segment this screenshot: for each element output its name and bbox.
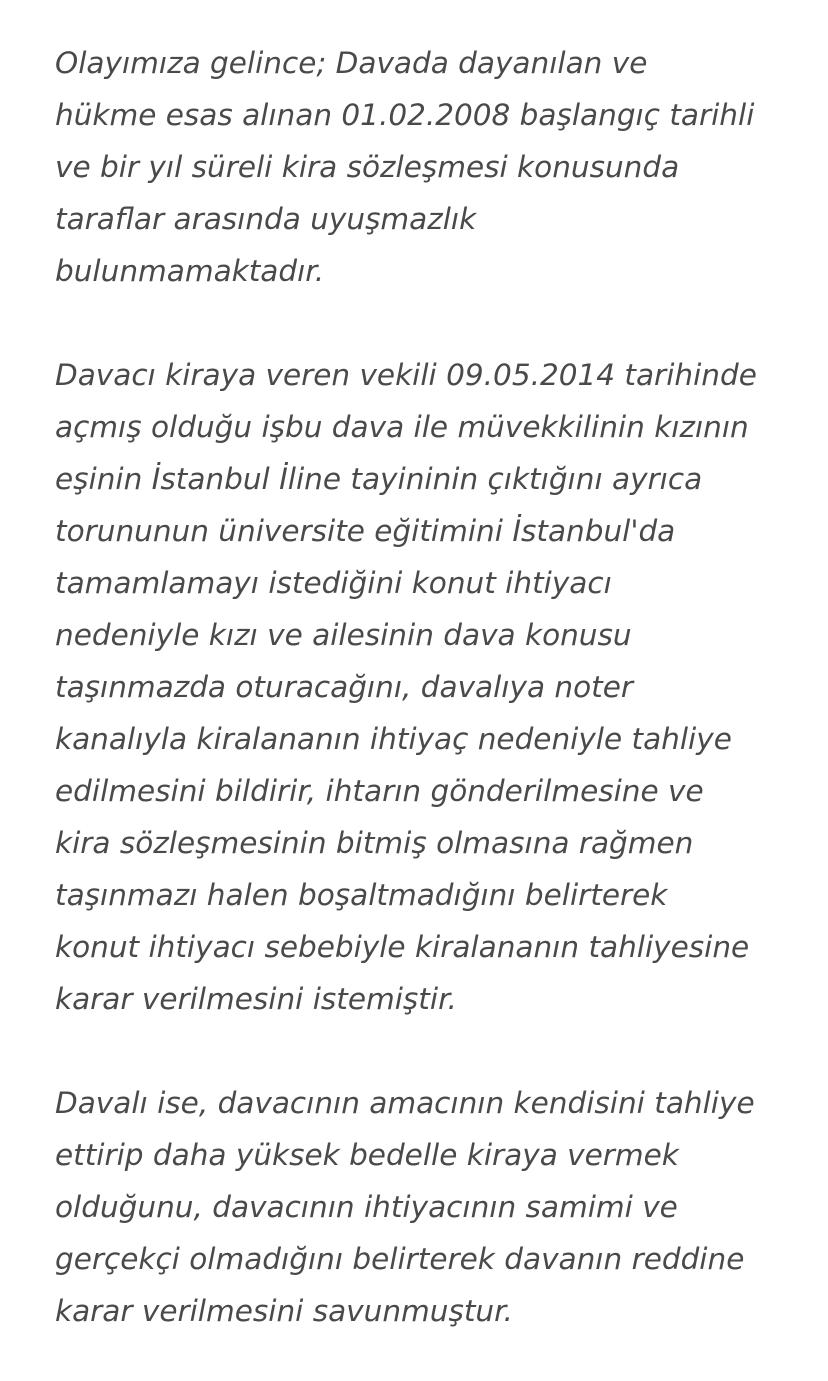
text-line: hükme esas alınan 01.02.2008 başlangıç tarihli bbox=[55, 98, 755, 132]
text-line: olduğunu, davacının ihtiyacının samimi ve bbox=[55, 1190, 678, 1224]
document-body bbox=[55, 37, 785, 1337]
paragraph-dispute-summary bbox=[55, 37, 785, 297]
text-line: karar verilmesini istemiştir. bbox=[55, 982, 457, 1016]
text-line: Davalı ise, davacının amacının kendisini tahliye bbox=[55, 1086, 755, 1120]
text-line: gerçekçi olmadığını belirterek davanın reddine bbox=[55, 1242, 745, 1276]
text-line: ve bir yıl süreli kira sözleşmesi konusunda bbox=[55, 150, 680, 184]
text-line: ettirip daha yüksek bedelle kiraya vermek bbox=[55, 1138, 679, 1172]
text-line: Davacı kiraya veren vekili 09.05.2014 tarihinde bbox=[55, 358, 757, 392]
text-line: edilmesini bildirir, ihtarın gönderilmesine ve bbox=[55, 774, 704, 808]
text-line: açmış olduğu işbu dava ile müvekkilinin kızının bbox=[55, 410, 749, 444]
paragraph-spacer bbox=[55, 1025, 785, 1077]
text-line: bulunmamaktadır. bbox=[55, 254, 325, 288]
paragraph-plaintiff-claim bbox=[55, 349, 785, 1025]
text-line: taşınmazda oturacağını, davalıya noter bbox=[55, 670, 634, 704]
text-line: kanalıyla kiralananın ihtiyaç nedeniyle tahliye bbox=[55, 722, 732, 756]
text-line: kira sözleşmesinin bitmiş olmasına rağmen bbox=[55, 826, 694, 860]
text-line: Olayımıza gelince; Davada dayanılan ve bbox=[55, 46, 648, 80]
text-line: karar verilmesini savunmuştur. bbox=[55, 1294, 513, 1328]
text-line: konut ihtiyacı sebebiyle kiralananın tahliyesine bbox=[55, 930, 750, 964]
text-line: tamamlamayı istediğini konut ihtiyacı bbox=[55, 566, 612, 600]
paragraph-defendant-response bbox=[55, 1077, 785, 1337]
text-line: taraflar arasında uyuşmazlık bbox=[55, 202, 477, 236]
text-line: torununun üniversite eğitimini İstanbul'da bbox=[55, 514, 676, 548]
text-line: nedeniyle kızı ve ailesinin dava konusu bbox=[55, 618, 632, 652]
text-line: taşınmazı halen boşaltmadığını belirterek bbox=[55, 878, 668, 912]
text-line: eşinin İstanbul İline tayininin çıktığını ayrıca bbox=[55, 462, 703, 496]
paragraph-spacer bbox=[55, 297, 785, 349]
